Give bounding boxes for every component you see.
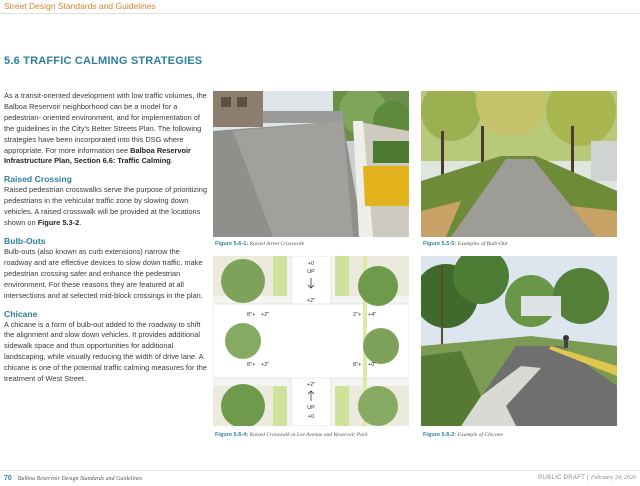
plan-label: +2" <box>306 382 316 388</box>
raised-crossing-reference: Figure 5.3-2 <box>37 218 80 228</box>
figure-number: Figure 5.6-4: <box>215 432 249 438</box>
figure-caption-text: Raised Street Crosswalk <box>249 241 304 247</box>
document-date: February 24, 2020 <box>590 475 636 481</box>
figure-caption <box>423 241 507 247</box>
plan-label: 8"+ <box>247 362 256 368</box>
footer-left <box>4 475 142 482</box>
running-header: Street Design Standards and Guidelines <box>4 1 156 11</box>
document-title: Balboa Reservoir Design Standards and Guidelines <box>17 476 143 482</box>
raised-crossing-text: Raised pedestrian crosswalks serve the purpose of prioritizing pedestrians in the vehicular traffic zone by slowing down vehicles. A raised crosswalk will be provided at the locations shown on <box>4 185 207 228</box>
raised-crossing-paragraph <box>4 185 207 229</box>
plan-label: 8"+ <box>353 362 362 368</box>
chicane-photo <box>421 256 617 426</box>
plan-label: +0" <box>368 362 377 368</box>
footer-divider <box>0 470 640 471</box>
chicane-heading: Chicane <box>4 308 38 319</box>
figure-caption-text: Example of Chicane <box>457 432 504 438</box>
figure-caption-text: Examples of Bulb-Out <box>457 241 508 247</box>
footer-right <box>538 475 636 481</box>
plan-label: +2" <box>306 298 316 304</box>
plan-label: +2" <box>261 312 270 318</box>
plan-label: 8"+ <box>247 312 256 318</box>
bulb-outs-heading: Bulb-Outs <box>4 235 46 246</box>
figure-number: Figure 5.6-1: <box>215 241 249 247</box>
intro-end: . <box>170 156 173 166</box>
bulb-outs-paragraph: Bulb-outs (also known as curb extensions) narrow the roadway and are effective devices to slow down traffic, make pedestrian crossing safer and enhance the pedestrian environment. For these reasons they are featured at all intersections and at selected mid-block crossings in the plan. <box>4 246 203 300</box>
body-text-column <box>4 91 207 385</box>
plan-label: UP <box>307 269 315 275</box>
plan-label: 2"+ <box>353 312 362 318</box>
chicane-paragraph: A chicane is a form of bulb-out added to the roadway to shift the alignment and slow down vehicles. It provides additional sidewalk space and thus opportunities for additional landscaping, while visually reducing the width of drive lane. A chicane is one of the potential traffic calming measures for the treatment of West Street. <box>4 319 207 384</box>
plan-label: +0 <box>307 414 315 420</box>
draft-status: PUBLIC DRAFT | <box>538 475 589 481</box>
plan-label: +0 <box>307 261 315 267</box>
figure-caption <box>423 432 503 438</box>
plan-label: +4" <box>368 312 377 318</box>
header-divider <box>0 13 640 14</box>
figure-caption <box>215 432 368 438</box>
figure-number: Figure 5.5-5: <box>423 241 457 247</box>
plan-label: +2" <box>261 362 270 368</box>
plan-label: UP <box>307 405 315 411</box>
page-number: 70 <box>4 475 12 482</box>
figure-caption-text: Raised Crosswalk at Lee Avenue and Reservoir Park <box>249 432 368 438</box>
intro-reference: Balboa Reservoir Infrastructure Plan, Section 6.6: Traffic Calming <box>4 145 191 166</box>
bulb-out-photo <box>421 91 617 237</box>
intro-paragraph <box>4 91 207 167</box>
figure-number: Figure 5.6-2: <box>423 432 457 438</box>
raised-crosswalk-photo <box>213 91 409 237</box>
raised-crossing-end: . <box>79 218 82 228</box>
section-title: 5.6 TRAFFIC CALMING STRATEGIES <box>4 55 203 67</box>
raised-crossing-heading: Raised Crossing <box>4 174 72 185</box>
figure-caption <box>215 241 304 247</box>
intro-text: As a transit-oriented development with low traffic volumes, the Balboa Reservoir neighborhood can be a model for a pedestrian- oriented environment, and for implementation of the guidelines in the City's Better Streets Plan. The following strategies have been incorporated into this DSG where appropriate. For more information see <box>4 91 207 155</box>
raised-crosswalk-plan <box>213 256 409 426</box>
